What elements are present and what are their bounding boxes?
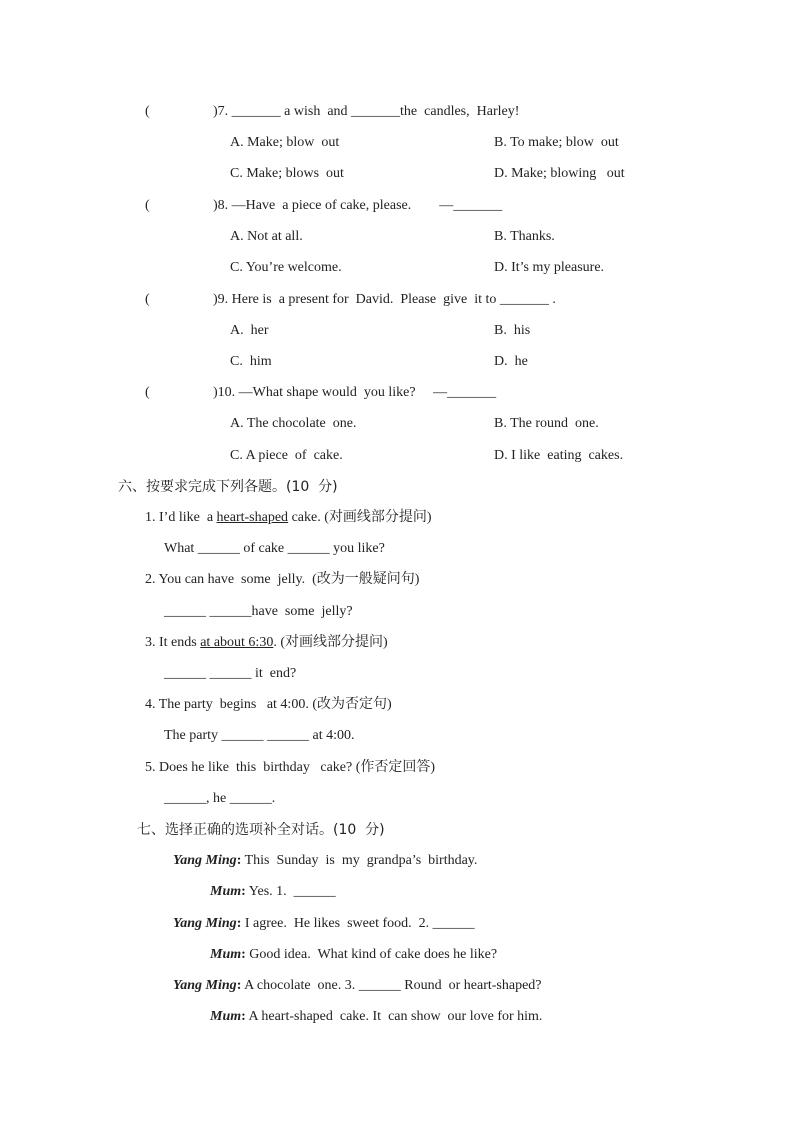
underlined-phrase: at about 6:30 [200, 635, 274, 650]
dialogue-text: This Sunday is my grandpa’s birthday. [241, 853, 478, 868]
rewrite-question-1 [145, 509, 432, 527]
dialogue-line [210, 946, 497, 964]
answer-line-2: ______ ______have some jelly? [164, 604, 353, 619]
option-a: A. her [230, 323, 269, 338]
section-title: 六、按要求完成下列各题。(10 分) [118, 479, 338, 495]
option-c: C. Make; blows out [230, 166, 344, 181]
option-b: B. his [494, 323, 531, 338]
option-c: C. You’re welcome. [230, 260, 342, 275]
dialogue-text: Good idea. What kind of cake does he like? [245, 947, 498, 962]
option-b: B. Thanks. [494, 229, 555, 244]
dialogue-line [173, 852, 477, 870]
answer-line-1: What ______ of cake ______ you like? [164, 541, 385, 556]
option-c: C. A piece of cake. [230, 448, 343, 463]
question-stem: )9. Here is a present for David. Please give it to _______ . [213, 292, 556, 307]
option-a: A. The chocolate one. [230, 416, 357, 431]
instruction-text: . (对画线部分提问) [273, 635, 388, 650]
option-b: B. To make; blow out [494, 135, 619, 150]
answer-paren-open: ( [145, 198, 150, 213]
answer-paren-open: ( [145, 385, 150, 400]
option-c: C. him [230, 354, 272, 369]
dialogue-line [173, 977, 542, 995]
speaker-name: Yang Ming [173, 978, 237, 993]
underlined-phrase: heart-shaped [216, 510, 289, 525]
speaker-name: Yang Ming [173, 853, 237, 868]
rewrite-question-4: 4. The party begins at 4:00. (改为否定句) [145, 697, 392, 712]
answer-paren-open: ( [145, 104, 150, 119]
answer-line-5: ______, he ______. [164, 791, 276, 806]
speaker-name: Mum [210, 947, 242, 962]
speaker-name: Mum [210, 884, 242, 899]
dialogue-text: A heart-shaped cake. It can show our love for him. [245, 1009, 543, 1024]
option-a: A. Not at all. [230, 229, 303, 244]
rewrite-question-5: 5. Does he like this birthday cake? (作否定回答) [145, 760, 436, 775]
dialogue-text: Yes. 1. ______ [245, 884, 336, 899]
answer-paren-open: ( [145, 292, 150, 307]
option-a: A. Make; blow out [230, 135, 340, 150]
option-d: D. Make; blowing out [494, 166, 625, 181]
speaker-colon: : [236, 916, 242, 931]
instruction-text: cake. (对画线部分提问) [288, 510, 432, 525]
speaker-colon: : [241, 947, 246, 962]
option-b: B. The round one. [494, 416, 599, 431]
option-d: D. I like eating cakes. [494, 448, 624, 463]
speaker-colon: : [241, 1009, 246, 1024]
dialogue-line [210, 1008, 542, 1026]
option-d: D. It’s my pleasure. [494, 260, 605, 275]
speaker-colon: : [236, 978, 242, 993]
dialogue-line [210, 883, 336, 901]
question-stem: )7. _______ a wish and _______the candles, Harley! [213, 104, 520, 119]
dialogue-line [173, 915, 475, 933]
question-stem: )8. —Have a piece of cake, please. —_______ [213, 198, 503, 213]
dialogue-text: I agree. He likes sweet food. 2. ______ [241, 916, 475, 931]
rewrite-question-3 [145, 634, 388, 652]
question-text: 1. I’d like a [145, 510, 217, 525]
speaker-colon: : [236, 853, 242, 868]
question-stem: )10. —What shape would you like? —_______ [213, 385, 497, 400]
speaker-colon: : [241, 884, 246, 899]
speaker-name: Yang Ming [173, 916, 237, 931]
answer-line-3: ______ ______ it end? [164, 666, 297, 681]
section-title: 七、选择正确的选项补全对话。(10 分) [137, 822, 385, 838]
answer-line-4: The party ______ ______ at 4:00. [164, 728, 355, 743]
rewrite-question-2: 2. You can have some jelly. (改为一般疑问句) [145, 572, 420, 587]
dialogue-text: A chocolate one. 3. ______ Round or heart-shaped? [241, 978, 542, 993]
option-d: D. he [494, 354, 528, 369]
speaker-name: Mum [210, 1009, 242, 1024]
question-text: 3. It ends [145, 635, 201, 650]
